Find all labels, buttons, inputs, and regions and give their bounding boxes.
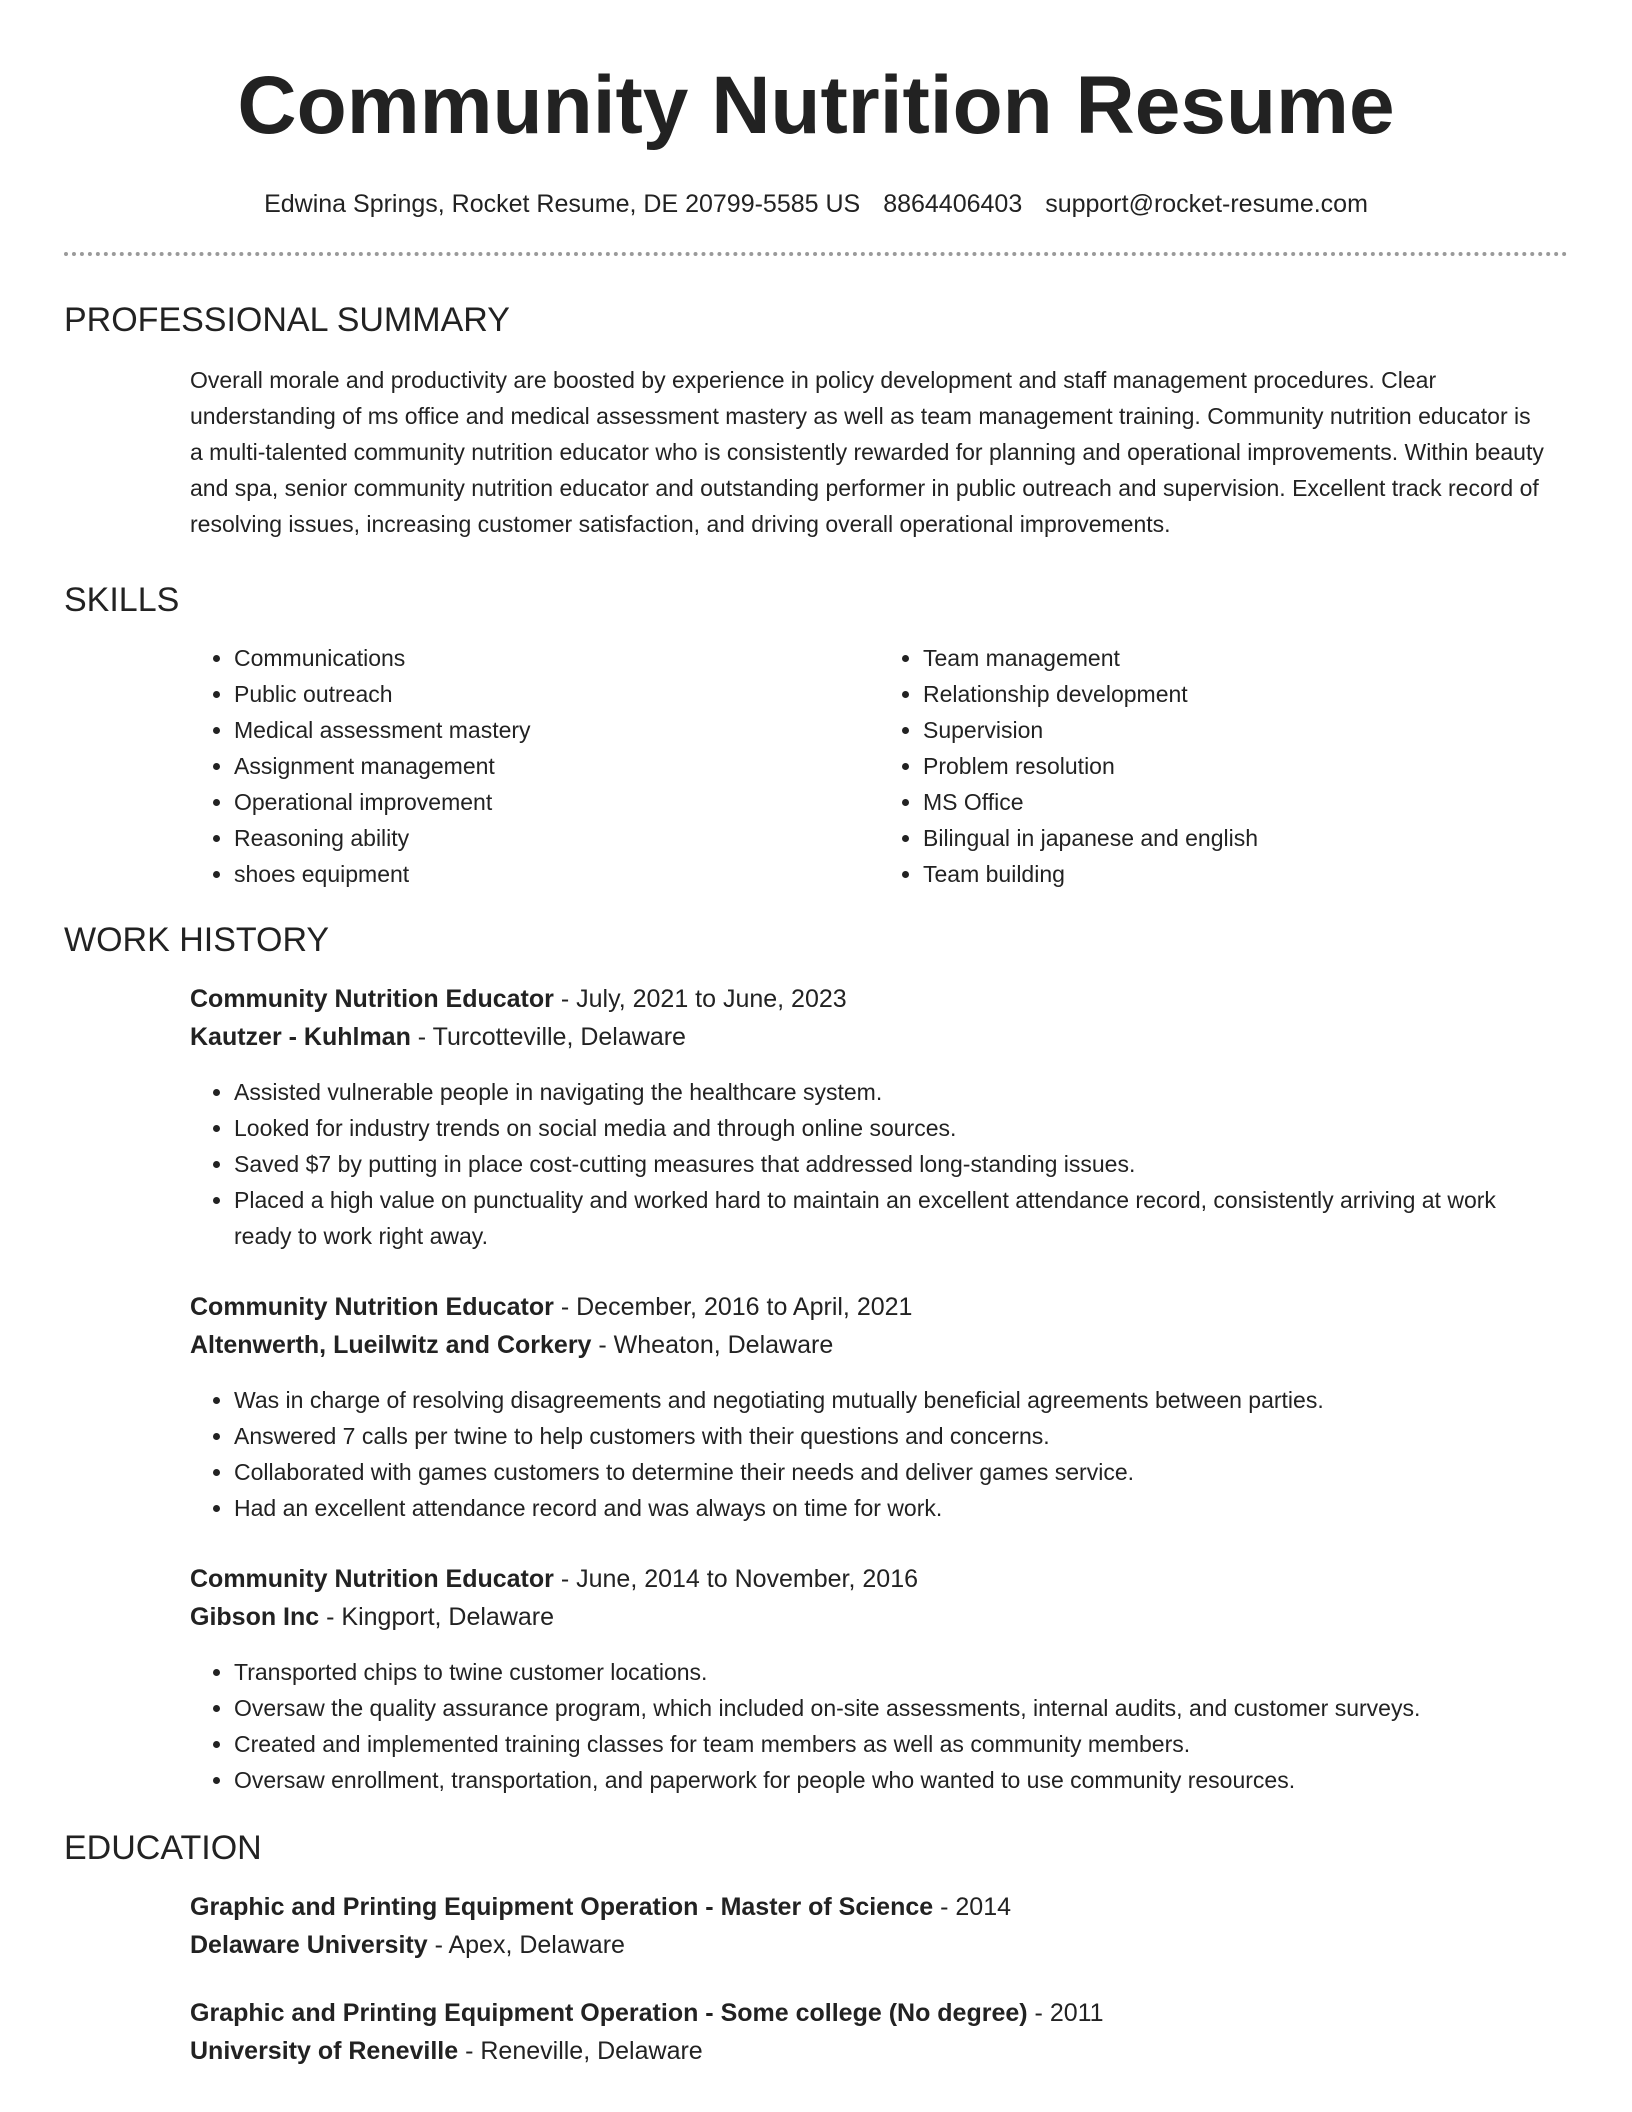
header-divider [64, 252, 1568, 256]
job-entry [190, 980, 1568, 1254]
summary-heading: PROFESSIONAL SUMMARY [64, 301, 510, 339]
job-bullet: • Saved $7 by putting in place cost-cutting measures that addressed long-standing issues. [234, 1146, 1548, 1182]
job-dates: - December, 2016 to April, 2021 [553, 1293, 913, 1321]
job-company: Altenwerth, Lueilwitz and Corkery [190, 1331, 592, 1359]
contact-email: support@rocket-resume.com [1045, 190, 1368, 218]
job-bullet: • Answered 7 calls per twine to help customers with their questions and concerns. [234, 1418, 1548, 1454]
degree-year: - 2014 [933, 1893, 1012, 1921]
job-bullet: • Was in charge of resolving disagreements and negotiating mutually beneficial agreements between parties. [234, 1382, 1548, 1418]
education-entry [190, 1994, 1568, 2070]
skills-column-right [879, 640, 1568, 892]
degree-year: - 2011 [1027, 1999, 1104, 2027]
skills-heading: SKILLS [64, 581, 180, 619]
skill-item: • Assignment management [234, 748, 879, 784]
job-bullet: • Transported chips to twine customer locations. [234, 1654, 1548, 1690]
job-bullets [190, 1382, 1548, 1526]
job-company-line [190, 1018, 1568, 1056]
job-location: - Kingport, Delaware [319, 1603, 555, 1631]
skill-item: • Team building [923, 856, 1568, 892]
summary-section [64, 300, 1568, 542]
degree-line [190, 1994, 1568, 2032]
skill-item: • Communications [234, 640, 879, 676]
skill-item: • Reasoning ability [234, 820, 879, 856]
skill-item: • Medical assessment mastery [234, 712, 879, 748]
job-bullet: • Assisted vulnerable people in navigating the healthcare system. [234, 1074, 1548, 1110]
resume-page [64, 0, 1568, 2070]
job-bullet: • Collaborated with games customers to determine their needs and deliver games service. [234, 1454, 1548, 1490]
degree-name: Graphic and Printing Equipment Operation - Some college (No degree) [190, 1999, 1028, 2027]
skill-item: • Relationship development [923, 676, 1568, 712]
skill-item: • Public outreach [234, 676, 879, 712]
job-bullet: • Oversaw enrollment, transportation, and paperwork for people who wanted to use community resources. [234, 1762, 1548, 1798]
skill-item: • Problem resolution [923, 748, 1568, 784]
contact-line [64, 188, 1568, 220]
skill-item: • shoes equipment [234, 856, 879, 892]
school-location: - Apex, Delaware [427, 1931, 625, 1959]
school-name: University of Reneville [190, 2037, 459, 2065]
job-title: Community Nutrition Educator [190, 985, 554, 1013]
resume-title: Community Nutrition Resume [237, 60, 1395, 151]
job-bullet: • Looked for industry trends on social media and through online sources. [234, 1110, 1548, 1146]
education-heading: EDUCATION [64, 1829, 262, 1867]
school-line [190, 2032, 1568, 2070]
job-company-line [190, 1598, 1568, 1636]
job-title: Community Nutrition Educator [190, 1293, 554, 1321]
contact-phone: 8864406403 [883, 190, 1023, 218]
job-location: - Turcotteville, Delaware [410, 1023, 686, 1051]
skill-item: • Operational improvement [234, 784, 879, 820]
job-bullets [190, 1074, 1548, 1254]
skills-section [64, 580, 1568, 892]
job-bullets [190, 1654, 1548, 1798]
school-line [190, 1926, 1568, 1964]
job-bullet: • Created and implemented training classes for team members as well as community members. [234, 1726, 1548, 1762]
job-title-line [190, 1288, 1568, 1326]
skills-list [190, 640, 1568, 892]
job-company-line [190, 1326, 1568, 1364]
skill-item: • MS Office [923, 784, 1568, 820]
school-name: Delaware University [190, 1931, 428, 1959]
work-section [64, 920, 1568, 1798]
job-dates: - June, 2014 to November, 2016 [553, 1565, 919, 1593]
job-company: Gibson Inc [190, 1603, 320, 1631]
degree-line [190, 1888, 1568, 1926]
job-bullet: • Oversaw the quality assurance program, which included on-site assessments, internal audits, and customer surveys. [234, 1690, 1548, 1726]
job-dates: - July, 2021 to June, 2023 [553, 985, 847, 1013]
job-bullet: • Placed a high value on punctuality and worked hard to maintain an excellent attendance record, consistently arriving at work ready to work right away. [234, 1182, 1548, 1254]
contact-address: Edwina Springs, Rocket Resume, DE 20799-5585 US [264, 190, 861, 218]
job-title: Community Nutrition Educator [190, 1565, 554, 1593]
job-location: - Wheaton, Delaware [591, 1331, 834, 1359]
job-company: Kautzer - Kuhlman [190, 1023, 411, 1051]
school-location: - Reneville, Delaware [458, 2037, 703, 2065]
summary-text: Overall morale and productivity are boosted by experience in policy development and staff management procedures. Clear understanding of ms office and medical assessment mastery as well as team management training. Community nutrition educator is a multi-talented community nutrition educator who is consistently rewarded for planning and operational improvements. Within beauty and spa, senior community nutrition educator and outstanding performer in public outreach and supervision. Excellent track record of resolving issues, increasing customer satisfaction, and driving overall operational improvements. [190, 367, 1544, 537]
degree-name: Graphic and Printing Equipment Operation - Master of Science [190, 1893, 934, 1921]
job-entry [190, 1288, 1568, 1526]
skill-item: • Supervision [923, 712, 1568, 748]
skill-item: • Team management [923, 640, 1568, 676]
job-bullet: • Had an excellent attendance record and was always on time for work. [234, 1490, 1548, 1526]
education-entry [190, 1888, 1568, 1964]
job-entry [190, 1560, 1568, 1798]
job-title-line [190, 1560, 1568, 1598]
skill-item: • Bilingual in japanese and english [923, 820, 1568, 856]
job-title-line [190, 980, 1568, 1018]
skills-column-left [190, 640, 879, 892]
education-section [64, 1828, 1568, 2070]
work-heading: WORK HISTORY [64, 921, 330, 959]
